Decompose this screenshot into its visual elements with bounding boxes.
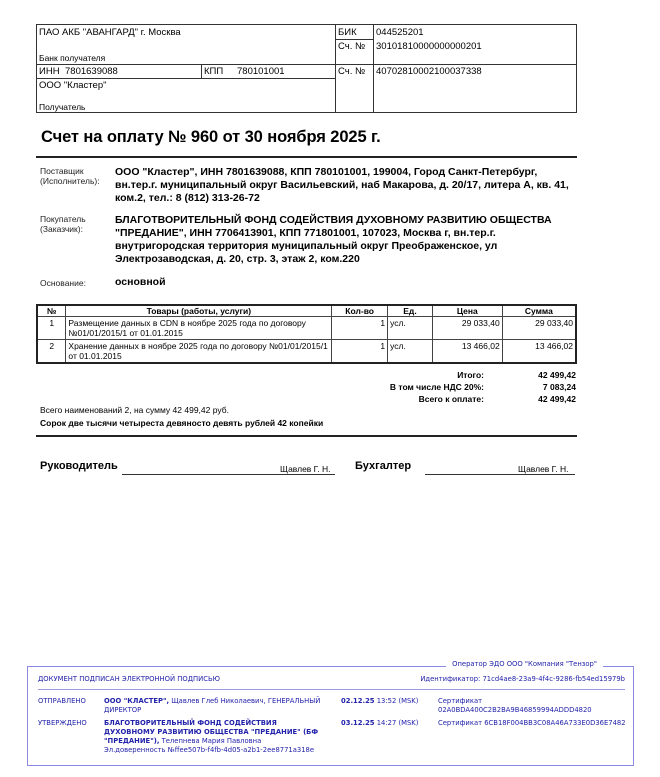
document-identifier: Идентификатор: 71cd4ae8-23a9-4f4c-9286-fb54ed15979b	[420, 675, 625, 683]
summary-rule	[36, 435, 577, 437]
vat-value: 7 083,24	[542, 382, 576, 392]
row-unit: усл.	[388, 317, 433, 340]
esig-header: ДОКУМЕНТ ПОДПИСАН ЭЛЕКТРОННОЙ ПОДПИСЬЮ	[38, 675, 220, 683]
divider	[373, 25, 374, 113]
sent-datetime	[341, 697, 418, 706]
divider	[37, 78, 335, 79]
row-unit: усл.	[388, 340, 433, 364]
table-row	[37, 340, 576, 364]
account-value: 40702810002100037338	[376, 66, 482, 77]
row-name: Размещение данных в CDN в ноябре 2025 года по договору №01/01/2015/1 от 01.01.2015	[66, 317, 332, 340]
approved-person: Телепнева Мария Павловна	[161, 737, 262, 745]
supplier-label-line2: (Исполнитель):	[40, 176, 100, 186]
corr-account-value: 30101810000000000201	[376, 41, 482, 52]
accountant-signature-line	[425, 474, 575, 475]
table-header-row	[37, 305, 576, 317]
row-sum: 29 033,40	[502, 317, 576, 340]
recipient-name: ООО "Кластер"	[39, 80, 107, 91]
table-row	[37, 317, 576, 340]
corr-account-label: Сч. №	[338, 41, 366, 52]
sent-org: ООО "КЛАСТЕР",	[104, 697, 170, 705]
director-name: Щавлев Г. Н.	[280, 464, 331, 474]
inn-label: ИНН	[39, 66, 60, 77]
bank-label: Банк получателя	[39, 53, 106, 63]
approved-date: 03.12.25	[341, 719, 375, 727]
customer-label-line2: (Заказчик):	[40, 224, 83, 234]
divider	[201, 64, 202, 78]
divider	[335, 39, 373, 40]
basis-value: основной	[115, 276, 166, 288]
supplier-label	[40, 166, 100, 186]
bank-name: ПАО АКБ "АВАНГАРД" г. Москва	[39, 27, 181, 38]
supplier-details: ООО "Кластер", ИНН 7801639088, КПП 780101001, 199004, Город Санкт-Петербург, вн.тер.г. муниципальный округ Васильевский, наб Макарова, д. 20/17, литера А, кв. 41, ком.2, тел.: 8 (812) 313-26-72	[115, 166, 569, 204]
due-value: 42 499,42	[538, 394, 576, 404]
header-qty: Кол-во	[332, 305, 388, 317]
approved-signer	[104, 719, 329, 755]
bank-details-table	[36, 24, 577, 113]
bik-label: БИК	[338, 27, 357, 38]
row-price: 13 466,02	[432, 340, 502, 364]
total-label: Итого:	[457, 370, 484, 380]
approved-org: БЛАГОТВОРИТЕЛЬНЫЙ ФОНД СОДЕЙСТВИЯ ДУХОВНОМУ РАЗВИТИЮ ОБЩЕСТВА "ПРЕДАНИЕ" (БФ "ПРЕДАНИЕ"),	[104, 719, 319, 745]
divider	[335, 64, 577, 65]
approved-time: 14:27 (MSK)	[376, 719, 419, 727]
due-row	[390, 393, 576, 405]
row-name: Хранение данных в ноябре 2025 года по договору №01/01/2015/1 от 01.01.2015	[66, 340, 332, 364]
customer-label-line1: Покупатель	[40, 214, 86, 224]
total-row	[390, 369, 576, 381]
row-num: 2	[37, 340, 66, 364]
electronic-signature-stamp	[27, 660, 634, 766]
header-unit: Ед.	[388, 305, 433, 317]
total-value: 42 499,42	[538, 370, 576, 380]
approved-certificate: Сертификат 6CB18F004BB3C08A46A733E0D36E7482	[438, 719, 626, 727]
items-table	[36, 304, 577, 364]
approved-status: УТВЕРЖДЕНО	[38, 719, 87, 727]
header-sum: Сумма	[502, 305, 576, 317]
customer-label	[40, 214, 86, 234]
row-qty: 1	[332, 340, 388, 364]
row-price: 29 033,40	[432, 317, 502, 340]
kpp-value: 780101001	[237, 66, 285, 77]
row-num: 1	[37, 317, 66, 340]
kpp-label: КПП	[204, 66, 224, 77]
accountant-name: Щавлев Г. Н.	[518, 464, 569, 474]
account-label: Сч. №	[338, 66, 366, 77]
basis-label: Основание:	[40, 278, 86, 288]
inn-value: 7801639088	[65, 66, 118, 77]
divider	[37, 64, 335, 65]
supplier-label-line1: Поставщик	[40, 166, 84, 176]
vat-row	[390, 381, 576, 393]
sent-signer	[104, 697, 329, 715]
customer-details: БЛАГОТВОРИТЕЛЬНЫЙ ФОНД СОДЕЙСТВИЯ ДУХОВНОМУ РАЗВИТИЮ ОБЩЕСТВА "ПРЕДАНИЕ", ИНН 7706413901, КПП 771801001, 107023, Москва г, вн.тер.г. внутригородская территория муниципальный округ Преображенское, ул Электрозаводская, д. 20, стр. 3, этаж 2, ком.220	[115, 214, 552, 265]
sent-time: 13:52 (MSK)	[376, 697, 419, 705]
recipient-label: Получатель	[39, 102, 86, 112]
due-label: Всего к оплате:	[418, 394, 484, 404]
totals-block	[390, 369, 576, 405]
header-price: Цена	[432, 305, 502, 317]
row-qty: 1	[332, 317, 388, 340]
vat-label: В том числе НДС 20%:	[389, 382, 484, 392]
header-num: №	[37, 305, 66, 317]
sent-status: ОТПРАВЛЕНО	[38, 697, 86, 705]
sent-person: Щавлев Глеб Николаевич, ГЕНЕРАЛЬНЫЙ ДИРЕКТОР	[104, 697, 321, 714]
edo-operator: Оператор ЭДО ООО "Компания "Тензор"	[446, 660, 603, 668]
approved-datetime	[341, 719, 418, 728]
header-name: Товары (работы, услуги)	[66, 305, 332, 317]
power-of-attorney: Эл.доверенность №ffee507b-f4fb-4d05-a2b1-2ee8771a318e	[104, 746, 315, 754]
summary-count: Всего наименований 2, на сумму 42 499,42 руб.	[40, 405, 229, 415]
title-rule	[36, 156, 577, 158]
director-signature-line	[122, 474, 335, 475]
summary-words: Сорок две тысячи четыреста девяносто девять рублей 42 копейки	[40, 418, 324, 428]
invoice-title: Счет на оплату № 960 от 30 ноября 2025 г.	[41, 128, 381, 146]
sent-certificate: Сертификат 02A0BDA400C2B2BA9B46859994ADDD4820	[438, 697, 592, 714]
bik-value: 044525201	[376, 27, 424, 38]
director-label: Руководитель	[40, 460, 118, 472]
esig-divider	[38, 689, 625, 690]
row-sum: 13 466,02	[502, 340, 576, 364]
accountant-label: Бухгалтер	[355, 460, 412, 472]
sent-date: 02.12.25	[341, 697, 375, 705]
